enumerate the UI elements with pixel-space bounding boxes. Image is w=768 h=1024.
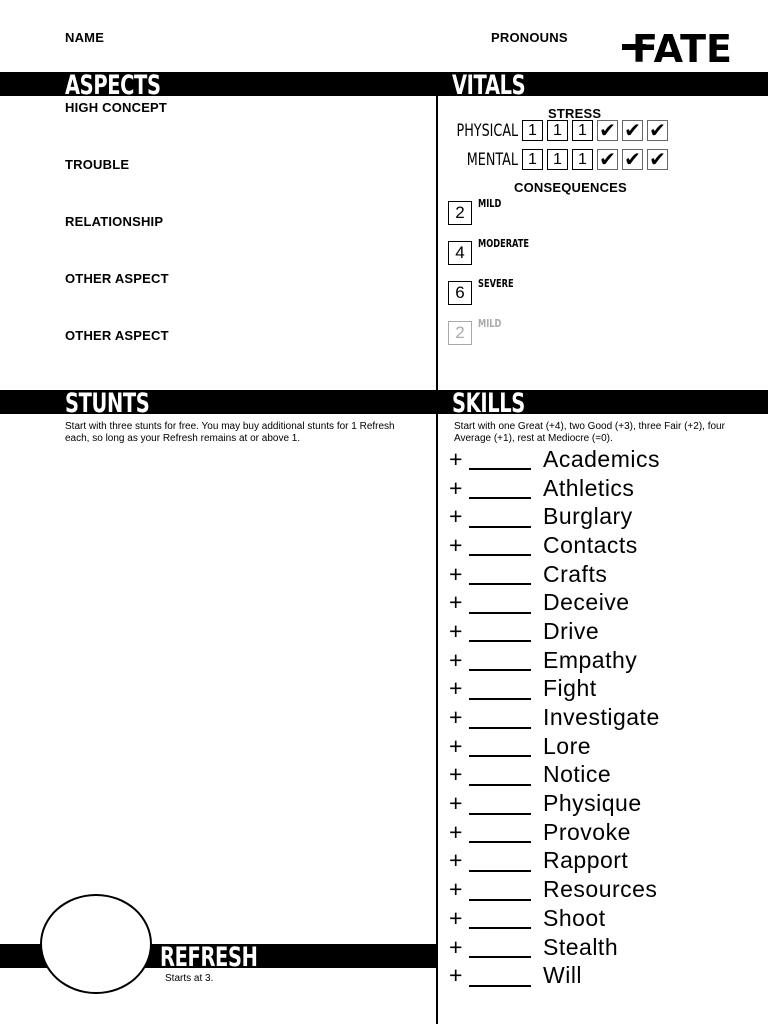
aspect-high-concept[interactable]: HIGH CONCEPT	[65, 100, 168, 115]
consequence-mild-extra[interactable]	[448, 317, 509, 345]
consequence-value: 2	[448, 321, 472, 345]
skill-row	[449, 961, 660, 990]
check-icon[interactable]: ✔	[647, 149, 668, 170]
skill-name: Will	[543, 962, 583, 989]
logo-text: FATE	[632, 27, 732, 66]
check-icon[interactable]: ✔	[622, 149, 643, 170]
skill-row	[449, 789, 660, 818]
skill-rating-field[interactable]	[469, 936, 531, 958]
skill-prefix: +	[449, 560, 463, 587]
stress-box[interactable]: 1	[522, 149, 543, 170]
skill-rating-field[interactable]	[469, 563, 531, 585]
skill-rating-field[interactable]	[469, 735, 531, 757]
stress-box[interactable]: 1	[572, 120, 593, 141]
refresh-note: Starts at 3.	[165, 973, 214, 984]
stress-track-physical	[436, 120, 672, 141]
skill-row	[449, 847, 660, 876]
skill-name: Crafts	[543, 560, 608, 587]
skill-prefix: +	[449, 732, 463, 759]
skill-rating-field[interactable]	[469, 793, 531, 815]
check-icon[interactable]: ✔	[597, 149, 618, 170]
skill-row	[449, 502, 660, 531]
skill-row	[449, 933, 660, 962]
skill-prefix: +	[449, 904, 463, 931]
skill-prefix: +	[449, 503, 463, 530]
skill-name: Contacts	[543, 531, 638, 558]
skill-prefix: +	[449, 474, 463, 501]
check-icon[interactable]: ✔	[597, 120, 618, 141]
stunts-skills-bar	[0, 388, 768, 419]
consequence-severe[interactable]	[448, 277, 525, 305]
skill-prefix: +	[449, 962, 463, 989]
skill-rating-field[interactable]	[469, 850, 531, 872]
skill-name: Provoke	[543, 818, 631, 845]
skill-rating-field[interactable]	[469, 764, 531, 786]
skill-prefix: +	[449, 675, 463, 702]
skill-rating-field[interactable]	[469, 506, 531, 528]
skill-name: Stealth	[543, 933, 619, 960]
skill-name: Notice	[543, 761, 612, 788]
bottom-divider	[436, 414, 438, 1024]
consequence-value: 6	[448, 281, 472, 305]
skill-row	[449, 732, 660, 761]
skill-name: Deceive	[543, 589, 630, 616]
check-icon[interactable]: ✔	[622, 120, 643, 141]
stress-track-label: PHYSICAL	[456, 120, 519, 141]
skill-prefix: +	[449, 646, 463, 673]
skill-row	[449, 818, 660, 847]
consequence-moderate[interactable]	[448, 237, 546, 265]
skill-prefix: +	[449, 761, 463, 788]
skill-prefix: +	[449, 617, 463, 644]
skill-prefix: +	[449, 847, 463, 874]
consequence-value: 2	[448, 201, 472, 225]
aspect-trouble[interactable]: TROUBLE	[65, 157, 130, 172]
consequence-name: MODERATE	[478, 237, 530, 250]
skill-row	[449, 703, 660, 732]
skill-rating-field[interactable]	[469, 620, 531, 642]
skill-row	[449, 445, 660, 474]
skill-row	[449, 560, 660, 589]
stress-box[interactable]: 1	[547, 120, 568, 141]
skill-prefix: +	[449, 704, 463, 731]
refresh-title: REFRESH	[160, 942, 258, 973]
stress-track-mental	[436, 149, 672, 170]
skill-name: Empathy	[543, 646, 638, 673]
skill-name: Drive	[543, 617, 600, 644]
aspect-other-2[interactable]: OTHER ASPECT	[65, 328, 169, 343]
consequence-mild[interactable]	[448, 197, 509, 225]
skill-row	[449, 904, 660, 933]
stress-box[interactable]: 1	[547, 149, 568, 170]
skills-note: Start with one Great (+4), two Good (+3), three Fair (+2), four Average (+1), rest at Mediocre (=0).	[454, 421, 725, 444]
refresh-circle[interactable]	[40, 894, 152, 994]
aspects-title: ASPECTS	[65, 70, 161, 101]
skill-rating-field[interactable]	[469, 907, 531, 929]
skill-rating-field[interactable]	[469, 592, 531, 614]
skill-prefix: +	[449, 445, 463, 472]
skill-row	[449, 588, 660, 617]
skill-name: Shoot	[543, 904, 606, 931]
name-label: NAME	[65, 30, 105, 45]
pronouns-label: PRONOUNS	[491, 30, 568, 45]
stress-box[interactable]: 1	[522, 120, 543, 141]
skill-prefix: +	[449, 933, 463, 960]
skill-rating-field[interactable]	[469, 965, 531, 987]
consequences-label: CONSEQUENCES	[514, 180, 627, 195]
skill-row	[449, 531, 660, 560]
skill-row	[449, 875, 660, 904]
check-icon[interactable]: ✔	[647, 120, 668, 141]
fate-logo	[622, 26, 734, 66]
skill-row	[449, 761, 660, 790]
skill-name: Fight	[543, 675, 597, 702]
skill-name: Academics	[543, 445, 660, 472]
skill-row	[449, 474, 660, 503]
stress-box[interactable]: 1	[572, 149, 593, 170]
skill-name: Physique	[543, 790, 642, 817]
skill-rating-field[interactable]	[469, 649, 531, 671]
consequence-name: MILD	[478, 317, 502, 330]
skill-rating-field[interactable]	[469, 707, 531, 729]
skill-prefix: +	[449, 790, 463, 817]
skill-row	[449, 675, 660, 704]
vitals-title: VITALS	[452, 70, 526, 101]
consequence-name: MILD	[478, 197, 502, 210]
skill-rating-field[interactable]	[469, 678, 531, 700]
stunts-title: STUNTS	[65, 388, 150, 419]
skill-prefix: +	[449, 531, 463, 558]
skill-name: Investigate	[543, 704, 660, 731]
skill-name: Resources	[543, 876, 658, 903]
skill-rating-field[interactable]	[469, 448, 531, 470]
skill-prefix: +	[449, 589, 463, 616]
skill-name: Athletics	[543, 474, 635, 501]
stress-track-label: MENTAL	[466, 149, 518, 170]
skill-prefix: +	[449, 818, 463, 845]
skill-prefix: +	[449, 876, 463, 903]
skill-rating-field[interactable]	[469, 477, 531, 499]
skill-name: Burglary	[543, 503, 633, 530]
skill-name: Rapport	[543, 847, 629, 874]
consequence-name: SEVERE	[478, 277, 514, 290]
skill-rating-field[interactable]	[469, 534, 531, 556]
skills-title: SKILLS	[452, 388, 525, 419]
skill-row	[449, 617, 660, 646]
skill-name: Lore	[543, 732, 592, 759]
aspect-other-1[interactable]: OTHER ASPECT	[65, 271, 169, 286]
skill-rating-field[interactable]	[469, 879, 531, 901]
skill-row	[449, 646, 660, 675]
stunts-note: Start with three stunts for free. You may buy additional stunts for 1 Refresh each, so long as your Refresh remains at or above 1.	[65, 421, 395, 444]
skill-list	[449, 445, 660, 990]
consequence-value: 4	[448, 241, 472, 265]
aspect-relationship[interactable]: RELATIONSHIP	[65, 214, 164, 229]
stress-label: STRESS	[548, 106, 602, 121]
aspects-vitals-bar	[0, 70, 768, 101]
skill-rating-field[interactable]	[469, 821, 531, 843]
